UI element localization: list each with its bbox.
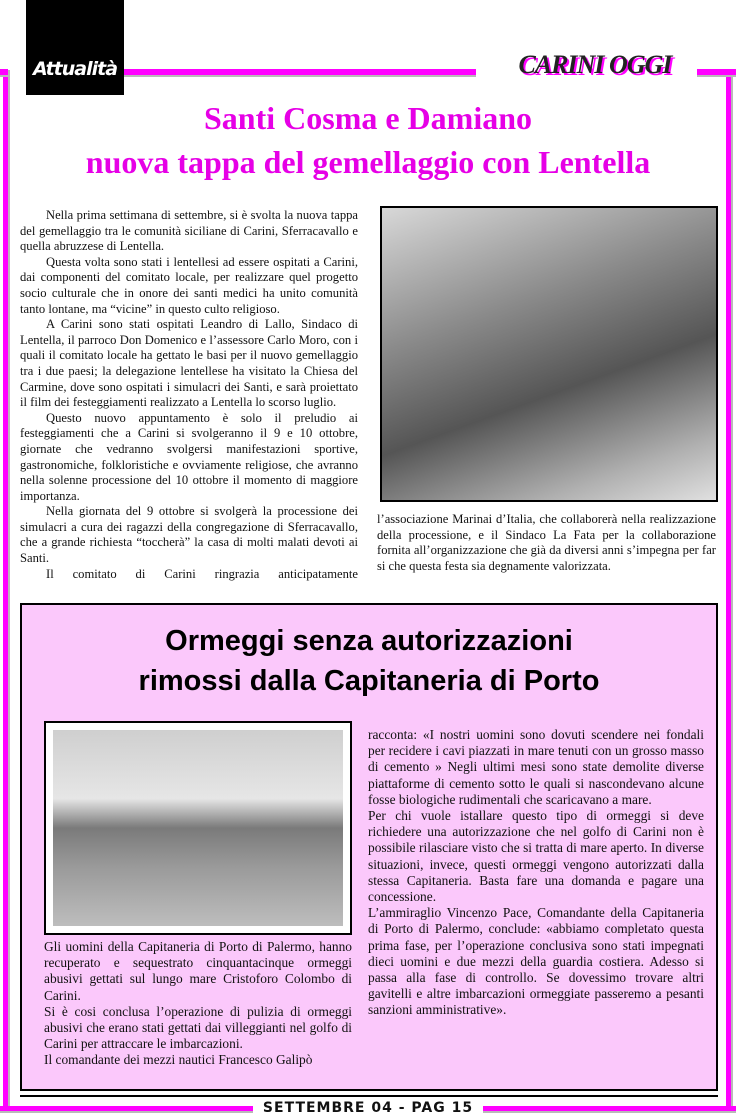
article1-title-line1: Santi Cosma e Damiano [203, 100, 532, 136]
paragraph: racconta: «I nostri uomini sono dovuti scendere nei fondali per recidere i cavi piazzati in mare tenuti con un grosso masso di cemento » Negli ultimi mesi sono state demolite diverse piattaforme di cemento sotto le quali si nascondevano alcune fosse biologiche rudimentali che scaricavano a mare. [368, 727, 704, 807]
paragraph: Questo nuovo appuntamento è solo il preludio ai festeggiamenti che a Carini si svolgeranno il 9 e 10 ottobre, giornate che vedranno svolgersi manifestazioni sportive, gastronomiche, folkloristiche e ovviamente religiose, che avranno nella solenne processione del 10 ottobre il momento di maggiore importanza. [20, 410, 358, 503]
footer-text: SETTEMBRE 04 - PAG 15 [253, 1100, 483, 1116]
paragraph: Per chi vuole istallare questo tipo di ormeggi si deve richiedere una autorizzazione che nel golfo di Carini non è possibile rilasciare visto che si tratta di mare aperto. In diverse situazioni, invece, questi ormeggi vengono autorizzati dalla stessa Capitaneria. Basta fare una domanda e pagare una concessione. [368, 808, 704, 905]
paragraph: Gli uomini della Capitaneria di Porto di Palermo, hanno recuperato e sequestrato cinquantacinque ormeggi abusivi gettati sul lungo mare Cristoforo Colombo di Carini. [44, 939, 352, 1003]
article2-left-column [44, 939, 352, 1069]
frame-top-left [0, 69, 8, 75]
paragraph: Nella prima settimana di settembre, si è svolta la nuova tappa del gemellaggio tra le comunità siciliane di Carini, Sferracavallo e quella abruzzese di Lentella. [20, 208, 358, 254]
frame-top-center [124, 69, 476, 75]
paragraph: Questa volta sono stati i lentellesi ad essere ospitati a Carini, dai componenti del comitato locale, per realizzare quel progetto socio culturale che in onore dei santi medici ha unito comunità tanto lontane, ma “vicine” in questo culto religioso. [20, 254, 358, 316]
page-footer [0, 1100, 736, 1116]
frame-right [726, 70, 731, 1110]
article2-title-line2: rimossi dalla Capitaneria di Porto [138, 665, 600, 697]
paragraph: Il comandante dei mezzi nautici Francesco Galipò [44, 1052, 313, 1068]
article1-body [20, 208, 358, 582]
article1-continuation: l’associazione Marinai d’Italia, che collaborerà nella realizzazione della processione, e il Sindaco La Fata per la collaborazione fornita all’organizzazione che già da diversi anni s’impegna per far si che questa festa sia degnamente valorizzata. [377, 512, 716, 573]
newspaper-logo: CARINI OGGI [518, 50, 672, 79]
article2-title-line1: Ormeggi senza autorizzazioni [165, 625, 573, 657]
paragraph: Si è cosi conclusa l’operazione di pulizia di ormeggi abusivi che erano stati gettati dai villeggianti nel golfo di Carini per attraccare le imbarcazioni. [44, 1003, 352, 1052]
frame-left [3, 70, 8, 1110]
paragraph: L’ammiraglio Vincenzo Pace, Comandante della Capitaneria di Porto di Palermo, conclude: «abbiamo completato questa prima fase, per l’operazione conclusiva sono stati impegnati dieci uomini e due mezzi della guardia costiera. Adesso si passa alla fase di controllo. Se dovessimo trovare altri gavitelli e altre imbarcazioni ormeggiate passeremo a pesanti sanzioni amministrative». [368, 905, 704, 1018]
paragraph: Il comitato di Carini ringrazia anticipatamente [46, 566, 358, 581]
paragraph: A Carini sono stati ospitati Leandro di Lallo, Sindaco di Lentella, il parroco Don Domenico e l’assessore Carlo Moro, con i quali il comitato locale ha gettato le basi per il nuovo gemellaggio tra i due paesi; la delegazione lentellese ha visitato la Chiesa del Carmine, dove sono ospitati i simulacri dei Santi, e sarà proiettato il film dei festeggiamenti realizzato a Lentella lo scorso luglio. [20, 317, 358, 410]
divider [20, 1095, 718, 1097]
article1-title-line2: nuova tappa del gemellaggio con Lentella [85, 144, 651, 180]
frame-top-right [697, 69, 736, 75]
section-label: Attualità [26, 0, 124, 95]
paragraph: Nella giornata del 9 ottobre si svolgerà la processione dei simulacri a cura dei ragazzi della congregazione di Sferracavallo, che a grande richiesta “toccherà” la casa di molti malati devoti ai Santi. [20, 504, 358, 566]
coast-guard-boat-photo [44, 721, 352, 935]
article2-box [20, 603, 718, 1091]
article2-right-column [368, 727, 704, 1019]
procession-photo [380, 206, 718, 502]
